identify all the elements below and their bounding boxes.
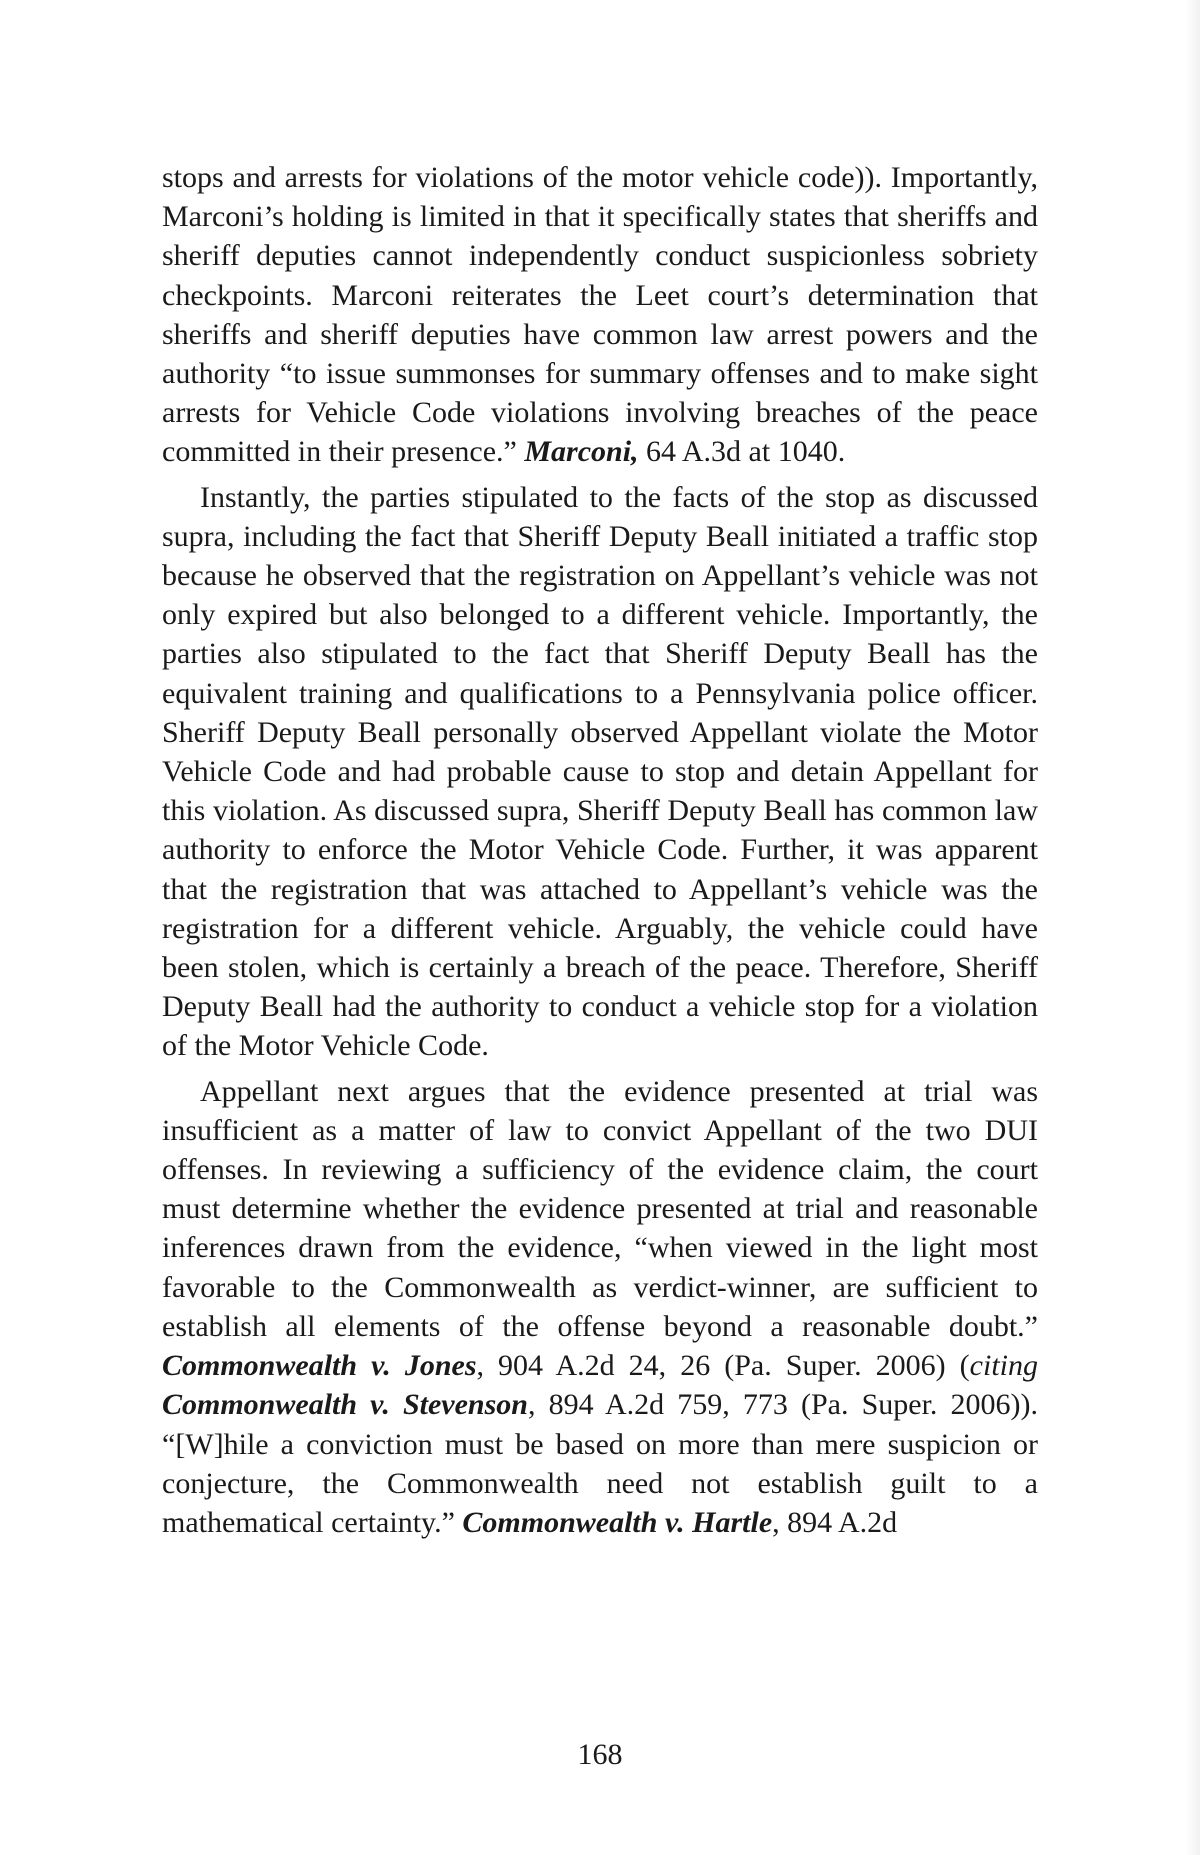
paragraph-3-hartle-reporter: , 894 A.2d [772, 1505, 898, 1539]
paragraph-2-text: Instantly, the parties stipulated to the facts of the stop as discussed supra, including the fact that Sheriff Deputy Beall initiated a traffic stop because he observed that the registration on Appellant’s vehicle was not only expired but also belonged to a different vehicle. Importantly, the parties also stipulated to the fact that Sheriff Deputy Beall has the equivalent training and qualifications to a Pennsylvania police officer. Sheriff Deputy Beall personally observed Appellant violate the Motor Vehicle Code and had probable cause to stop and detain Appellant for this violation. As discussed supra, Sheriff Deputy Beall has common law authority to enforce the Motor Vehicle Code. Further, it was apparent that the registration that was attached to Appellant’s vehicle was the registration for a different vehicle. Arguably, the vehicle could have been stolen, which is certainly a breach of the peace. Therefore, Sheriff Deputy Beall had the authority to conduct a vehicle stop for a violation of the Motor Vehicle Code. [162, 480, 1038, 1063]
body-text [162, 158, 1038, 1542]
citing-signal: citing [969, 1349, 1038, 1383]
paragraph-1-text: stops and arrests for violations of the motor vehicle code)). Importantly, Marconi’s holding is limited in that it specifically states that sheriffs and sheriff deputies cannot independently conduct suspicionless sobriety checkpoints. Marconi reiterates the Leet court’s determination that sheriffs and sheriff deputies have common law arrest powers and the authority “to issue summonses for summary offenses and to make sight arrests for Vehicle Code violations involving breaches of the peace committed in their presence.” [162, 161, 1038, 469]
paragraph-3-text: Appellant next argues that the evidence presented at trial was insufficient as a matter of law to convict Appellant of the two DUI offenses. In reviewing a sufficiency of the evidence claim, the court must determine whether the evidence presented at trial and reasonable inferences drawn from the evidence, “when viewed in the light most favorable to the Commonwealth as verdict-winner, are sufficient to establish all elements of the offense beyond a reasonable doubt.” [162, 1074, 1038, 1343]
page-edge-shadow [1186, 0, 1200, 1855]
case-citation-marconi: Marconi, [524, 435, 639, 469]
paragraph-1 [162, 158, 1038, 472]
case-citation-hartle: Commonwealth v. Hartle [462, 1505, 773, 1539]
case-citation-jones: Commonwealth v. Jones [162, 1349, 477, 1383]
paragraph-3-stevenson-tail: , 894 A.2d 759, 773 (Pa. Super. 2006)). “[W]hile a conviction must be based on more than mere suspicion or conjecture, the Commonwealth need not establish guilt to a mathematical certainty.” [162, 1388, 1038, 1539]
paragraph-2 [162, 478, 1038, 1066]
page-number: 168 [577, 1738, 623, 1771]
case-citation-stevenson: Commonwealth v. Stevenson [162, 1388, 528, 1422]
paragraph-3 [162, 1072, 1038, 1542]
paragraph-1-citation-tail: 64 A.3d at 1040. [638, 435, 846, 469]
paragraph-3-jones-reporter: , 904 A.2d 24, 26 (Pa. Super. 2006) ( [476, 1349, 970, 1383]
